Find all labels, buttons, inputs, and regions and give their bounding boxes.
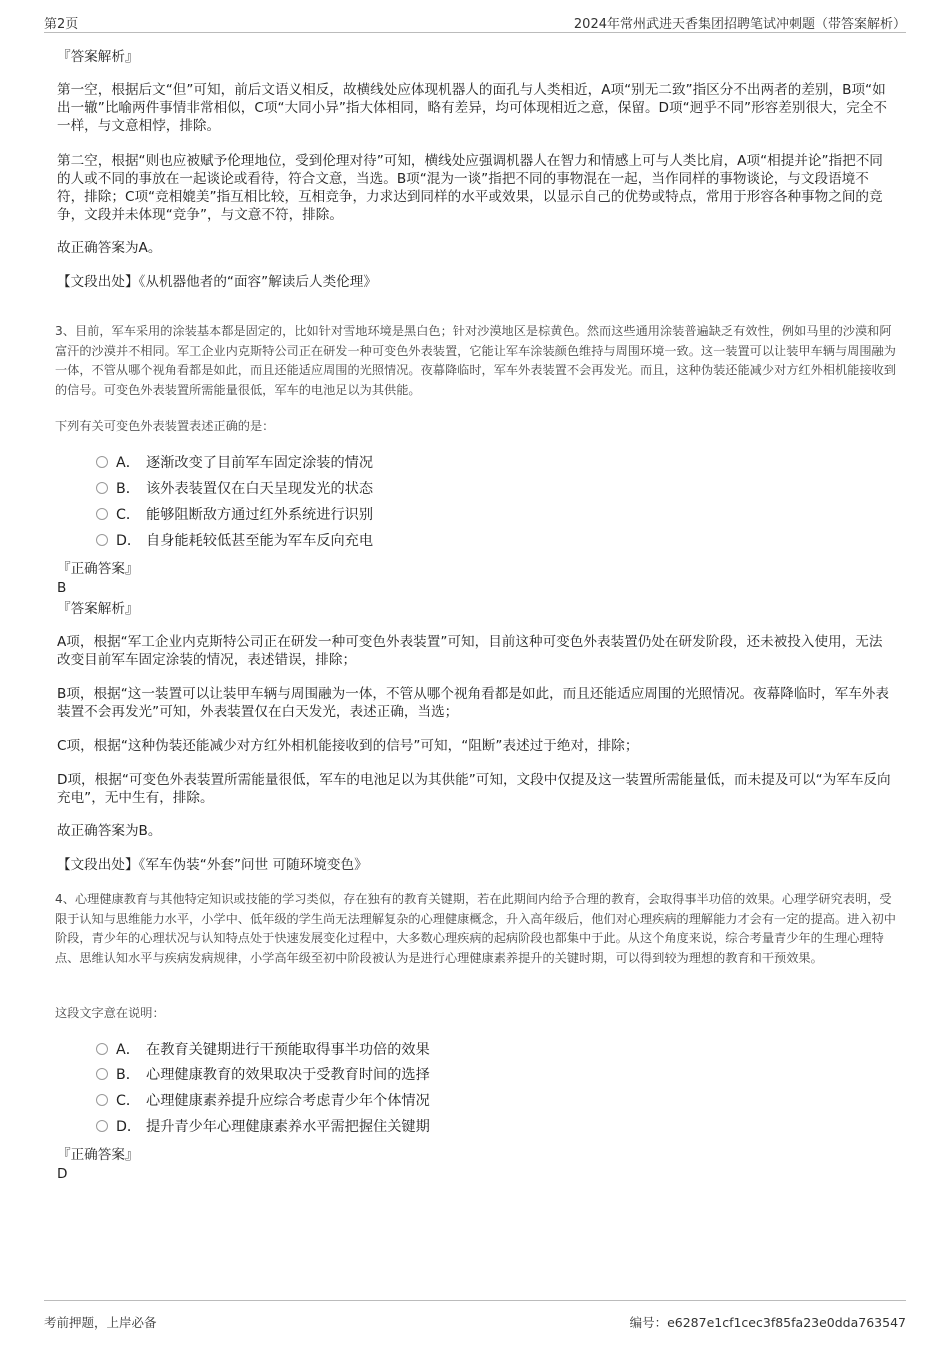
q3-option-d[interactable]: D． 自身能耗较低甚至能为军车反向充电	[96, 532, 373, 550]
q4-passage: 4、心理健康教育与其他特定知识或技能的学习类似，存在独有的教育关键期，若在此期间内给予合理的教育，会取得事半功倍的效果。心理学研究表明，受限于认知与思维能力水平，小学中、低年级的学生尚无法理解复杂的心理健康概念，升入高年级后，他们对心理疾病的理解能力才会有一定的提高。进入初中阶段，青少年的心理状况与认知特点处于快速发展变化过程中，大多数心理疾病的起病阶段也都集中于此。从这个角度来说，综合考量青少年的生理心理特点、思维认知水平与疾病发病规律，小学高年级至初中阶段被认为是进行心理健康素养提升的关键时期，可以得到较为理想的教育和干预效果。	[55, 892, 896, 966]
q4-option-c[interactable]: C． 心理健康素养提升应综合考虑青少年个体情况	[96, 1092, 430, 1110]
q3-analysis-a: A项，根据“军工企业内克斯特公司正在研发一种可变色外表装置”可知，目前这种可变色外表装置仍处在研发阶段，还未被投入使用，无法改变目前军车固定涂装的情况，表述错误，排除；	[57, 634, 883, 668]
q3-option-b[interactable]: B． 该外表装置仅在白天呈现发光的状态	[96, 480, 373, 498]
q3-analysis-tag: 『答案解析』	[57, 601, 139, 617]
q3-answer: B	[57, 580, 67, 596]
document-id: 编号：e6287e1cf1cec3f85fa23e0dda763547	[629, 1315, 906, 1330]
q3-source: 【文段出处】《军车伪装“外套”问世 可随环境变色》	[57, 857, 368, 873]
q2-analysis-p1: 第一空，根据后文“但”可知，前后文语义相反，故横线处应体现机器人的面孔与人类相近，A项“别无二致”指区分不出两者的差别，B项“如出一辙”比喻两件事情非常相似，C项“大同小异”指大体相同，略有差异，均可体现相近之意，保留。D项“迥乎不同”形容差别很大，完全不一样，与文意相悖，排除。	[57, 82, 888, 134]
q3-analysis-d: D项，根据“可变色外表装置所需能量很低，军车的电池足以为其供能”可知，文段中仅提及这一装置所需能量低，而未提及可以“为军车反向充电”，无中生有，排除。	[57, 772, 891, 806]
radio-icon[interactable]	[96, 1094, 108, 1106]
radio-icon[interactable]	[96, 482, 108, 494]
q3-answer-tag: 『正确答案』	[57, 561, 139, 577]
q3-passage: 3、目前，军车采用的涂装基本都是固定的，比如针对雪地环境是黑白色；针对沙漠地区是棕黄色。然而这些通用涂装普遍缺乏有效性，例如马里的沙漠和阿富汗的沙漠并不相同。军工企业内克斯特公司正在研发一种可变色外表装置，它能让军车涂装颜色维持与周围环境一致。这一装置可以让装甲车辆与周围融为一体，不管从哪个视角看都是如此，而且还能适应周围的光照情况。夜幕降临时，军车外表装置不会再发光。而且，这种伪装还能减少对方红外相机能接收到的信号。可变色外表装置所需能量很低，军车的电池足以为其供能。	[55, 324, 896, 398]
q2-analysis-p2: 第二空，根据“则也应被赋予伦理地位，受到伦理对待”可知，横线处应强调机器人在智力和情感上可与人类比肩，A项“相提并论”指把不同的人或不同的事放在一起谈论或看待，符合文意，当选。B项“混为一谈”指把不同的事物混在一起，当作同样的事物谈论，与文段语境不符，排除；C项“竞相媲美”指互相比较，互相竞争，力求达到同样的水平或效果，以显示自己的优势或特点，常用于形容各种事物之间的竞争，文段并未体现“竞争”，与文意不符，排除。	[57, 153, 883, 223]
q3-option-a[interactable]: A． 逐渐改变了目前军车固定涂装的情况	[96, 454, 373, 472]
q4-option-b[interactable]: B． 心理健康教育的效果取决于受教育时间的选择	[96, 1066, 430, 1084]
radio-icon[interactable]	[96, 456, 108, 468]
q4-question: 这段文字意在说明：	[55, 1006, 165, 1020]
radio-icon[interactable]	[96, 1043, 108, 1055]
q3-analysis-c: C项，根据“这种伪装还能减少对方红外相机能接收到的信号”可知，“阻断”表述过于绝对，排除；	[57, 738, 639, 754]
footer-slogan: 考前押题，上岸必备	[44, 1315, 157, 1330]
q3-question: 下列有关可变色外表装置表述正确的是：	[55, 419, 275, 433]
page-footer	[44, 1300, 906, 1337]
q2-analysis-tag: 『答案解析』	[57, 49, 139, 65]
q4-option-d[interactable]: D． 提升青少年心理健康素养水平需把握住关键期	[96, 1118, 430, 1136]
page-number: 第2页	[44, 17, 79, 32]
q3-conclusion: 故正确答案为B。	[57, 823, 162, 839]
radio-icon[interactable]	[96, 534, 108, 546]
document-title: 2024年常州武进天香集团招聘笔试冲刺题（带答案解析）	[573, 17, 906, 32]
q2-source: 【文段出处】《从机器他者的“面容”解读后人类伦理》	[57, 274, 377, 290]
q2-conclusion: 故正确答案为A。	[57, 240, 162, 256]
q3-analysis-b: B项，根据“这一装置可以让装甲车辆与周围融为一体，不管从哪个视角看都是如此，而且还能适应周围的光照情况。夜幕降临时，军车外表装置不会再发光”可知，外表装置仅在白天发光，表述正确，当选；	[57, 686, 889, 720]
page-header	[44, 10, 906, 33]
q4-answer-tag: 『正确答案』	[57, 1147, 139, 1163]
q3-option-c[interactable]: C． 能够阻断敌方通过红外系统进行识别	[96, 506, 373, 524]
q4-option-a[interactable]: A． 在教育关键期进行干预能取得事半功倍的效果	[96, 1041, 430, 1059]
radio-icon[interactable]	[96, 1068, 108, 1080]
radio-icon[interactable]	[96, 1120, 108, 1132]
q4-answer: D	[57, 1166, 68, 1182]
radio-icon[interactable]	[96, 508, 108, 520]
